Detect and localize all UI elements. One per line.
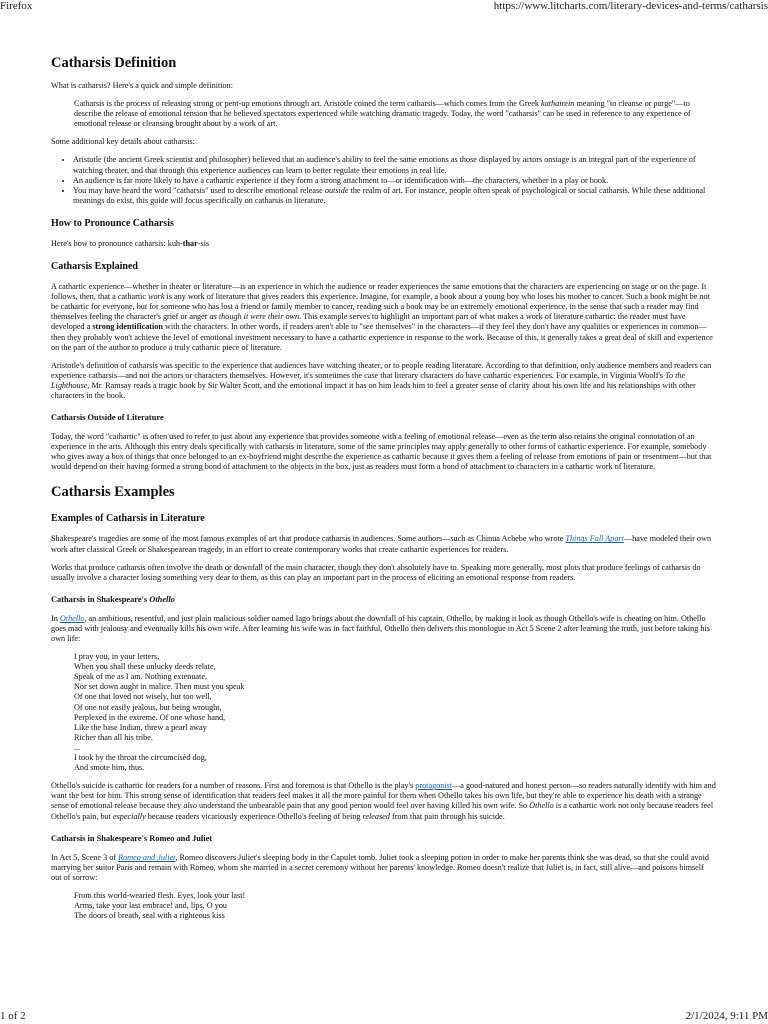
page-number: 1 of 2 bbox=[0, 1010, 26, 1022]
poem-line: I took by the throat the circumcisèd dog, bbox=[74, 753, 207, 763]
browser-app-name: Firefox bbox=[0, 0, 33, 12]
outside-paragraph: Today, the word "cathartic" is often used to refer to just about any experience that provides someone with a feeling of emotional release—even as the term also retains the original connotation of an experience in the arts. Although this entry deals specifically with catharsis in literature, some of the same principles may apply generally to other forms of cathartic experience. For example, somebody who gives away a box of things that once belonged to an ex-boyfriend might describe the experience as cathartic because it gives them a feeling of release from emotions of pain or resentment—but that would depend on their having formed a strong bond of attachment to the objects in the box, just as readers must form a bond of attachment to characters in a cathartic work of literature. bbox=[51, 432, 712, 472]
romeo-heading: Catharsis in Shakespeare's Romeo and Juliet bbox=[51, 833, 213, 843]
explained-paragraph-2: Aristotle's definition of catharsis was specific to the experience that audiences have watching theater, or to people reading literature. According to that definition, only audience members and readers can experience catharsis—and not the actors or characters themselves. However, it's sometimes the case that literary characters do have cathartic experiences. For example, in Virginia Woolf's To the Lighthouse, Mr. Ramsay reads a tragic book by Sir Walter Scott, and the emotional impact it has on him leads him to feel a greater sense of clarity about his own life and his relationships with other characters in the book. bbox=[51, 360, 712, 400]
things-fall-apart-link[interactable]: Things Fall Apart bbox=[565, 534, 624, 544]
poem-line: ... bbox=[74, 742, 81, 752]
page-title: Catharsis Definition bbox=[51, 55, 177, 71]
poem-line: Speak of me as I am. Nothing extenuate, bbox=[74, 672, 208, 682]
poem-line: When you shall these unlucky deeds relate, bbox=[74, 662, 216, 672]
romeo-paragraph: In Act 5, Scene 3 of Romeo and Juliet, Romeo discovers Juliet's sleeping body in the Capulet tomb. Juliet took a sleeping potion in order to make her parents think she was dead, so that she could avoid marrying her suitor Paris and remain with Romeo, whom she married in a secret ceremony without her parents' knowledge. Romeo doesn't realize that Juliet is, in fact, still alive—and poisons himself out of sorrow: bbox=[51, 852, 709, 882]
outside-heading: Catharsis Outside of Literature bbox=[51, 413, 164, 423]
othello-heading: Catharsis in Shakespeare's Othello bbox=[51, 594, 175, 604]
explained-paragraph-1: A cathartic experience—whether in theater or literature—is an experience in which the audience or reader experiences the same emotions that the characters are experiencing on stage or on the page. It follows, then, that a cathartic work is any work of literature that gives readers this experience. Imagine, for example, a book about a young boy who loses his mother to cancer. Such a book might be not be cathartic for everyone, but for someone who has lost a friend or family member to cancer, reading such a book may be an extremely emotional experience, in the sense that such a reader may find themselves feeling the character's grief or anger as though it were their own. This example serves to highlight an important part of what makes a work of literature cathartic: the reader must have developed a strong identification with the characters. In other words, if readers aren't able to "see themselves" in the characters—if they feel they don't have any qualities or experiences in common—then they probably won't achieve the level of emotional investment necessary to have a cathartic experience in response to the work. Because of this, it generally takes a great deal of skill and experience on the part of the author to produce a truly cathartic piece of literature. bbox=[51, 282, 713, 352]
browser-header bbox=[0, 0, 768, 14]
list-item: • An audience is far more likely to have a cathartic experience if they form a strong attachment to—or identification with—the characters, whether in a play or book. bbox=[73, 176, 716, 186]
poem-line: From this world-wearied flesh. Eyes, look your last! bbox=[74, 890, 246, 900]
print-datetime: 2/1/2024, 9:11 PM bbox=[685, 1010, 768, 1022]
poem-line: Like the base Indian, threw a pearl away bbox=[74, 722, 207, 732]
othello-paragraph-1: In Othello, an ambitious, resentful, and just plain malicious soldier named Iago brings about the downfall of his captain, Othello, by making it look as though Othello's wife is cheating on him. Othello goes mad with jealousy and eventually kills his own wife. After learning his wife was in fact faithful, Othello then delivers this monologue in Act 5 Scene 2 after learning the truth, just before taking his own life: bbox=[51, 613, 710, 643]
romeo-monologue bbox=[74, 891, 716, 921]
poem-line: I pray you, in your letters, bbox=[74, 652, 160, 662]
protagonist-link[interactable]: protagonist bbox=[415, 781, 453, 791]
poem-line: Nor set down aught in malice. Then must you speak bbox=[74, 682, 245, 692]
examples-lit-heading: Examples of Catharsis in Literature bbox=[51, 513, 205, 525]
poem-line: Of one that loved not wisely, but too well, bbox=[74, 692, 212, 702]
print-footer bbox=[0, 1010, 768, 1024]
poem-line: Perplexed in the extreme. Of one whose hand, bbox=[74, 712, 226, 722]
othello-monologue bbox=[74, 652, 716, 773]
examples-paragraph-2: Works that produce catharsis often involve the death or downfall of the main character, though they don't absolutely have to. Speaking more generally, most plots that produce feelings of catharsis do usually involve a character losing something very dear to them, as this can play an important part in the process of eliciting an emotional response from readers. bbox=[51, 562, 701, 582]
intro-text: What is catharsis? Here's a quick and simple definition: bbox=[51, 81, 233, 90]
page-url[interactable]: https://www.litcharts.com/literary-devices-and-terms/catharsis bbox=[493, 0, 768, 12]
details-intro: Some additional key details about catharsis: bbox=[51, 137, 195, 147]
poem-line: And smote him, thus. bbox=[74, 763, 145, 773]
list-item: • Aristotle (the ancient Greek scientist and philosopher) believed that an audience's ability to feel the same emotions as those displayed by actors onstage is an integral part of the experience of watching theater, and that through this experience audiences can learn to better regulate their emotions in real life. bbox=[73, 155, 716, 175]
othello-paragraph-2: Othello's suicide is cathartic for readers for a number of reasons. First and foremost is that Othello is the play's protagonist—a good-natured and honest person—so readers naturally identify with him and want the best for him. This strong sense of identification that readers feel makes it all the more painful for them when Othello takes his own life, but they're able to experience his death with a strange sense of emotional release because they also understand the unbearable pain that any good person would feel over having killed his own wife. So Othello is a cathartic work not only because readers feel Othello's pain, but especially because readers vicariously experience Othello's feeling of being released from that pain through his suicide. bbox=[51, 781, 716, 821]
definition-quote: Catharsis is the process of releasing strong or pent-up emotions through art. Aristotle coined the term catharsis—which comes from the Greek kathairein meaning "to cleanse or purge"—to describe the release of emotional tension that he believed spectators experienced while watching dramatic tragedy. Today, the word "catharsis" can be used in reference to any experience of emotional release or cleansing brought about by a work of art. bbox=[74, 99, 691, 129]
details-list bbox=[51, 155, 716, 205]
explained-heading: Catharsis Explained bbox=[51, 261, 138, 273]
poem-line: The doors of breath, seal with a righteous kiss bbox=[74, 911, 225, 921]
pronounce-text: Here's how to pronounce catharsis: kuh-thar-sis bbox=[51, 238, 210, 248]
examples-paragraph-1: Shakespeare's tragedies are some of the most famous examples of art that produce catharsis in audiences. Some authors—such as Chinua Achebe who wrote Things Fall Apart—have modeled their own work after classical Greek or Shakespearean tragedy, in an effort to create contemporary works that create cathartic experiences for readers. bbox=[51, 534, 712, 554]
examples-title: Catharsis Examples bbox=[51, 484, 175, 501]
othello-link[interactable]: Othello bbox=[59, 613, 85, 623]
article-body bbox=[51, 50, 716, 996]
poem-line: Of one not easily jealous, but being wrought, bbox=[74, 702, 222, 712]
poem-line: Richer than all his tribe. bbox=[74, 732, 153, 742]
poem-line: Arms, take your last embrace! and, lips, O you bbox=[74, 900, 228, 910]
list-item: • You may have heard the word "catharsis" used to describe emotional release outside the realm of art. For instance, people often speak of psychological or social catharsis. While these additional meanings do exist, this guide will focus specifically on catharsis in literature. bbox=[73, 186, 716, 206]
romeo-and-juliet-link[interactable]: Romeo and Juliet bbox=[118, 852, 176, 862]
pronounce-heading: How to Pronounce Catharsis bbox=[51, 217, 174, 229]
